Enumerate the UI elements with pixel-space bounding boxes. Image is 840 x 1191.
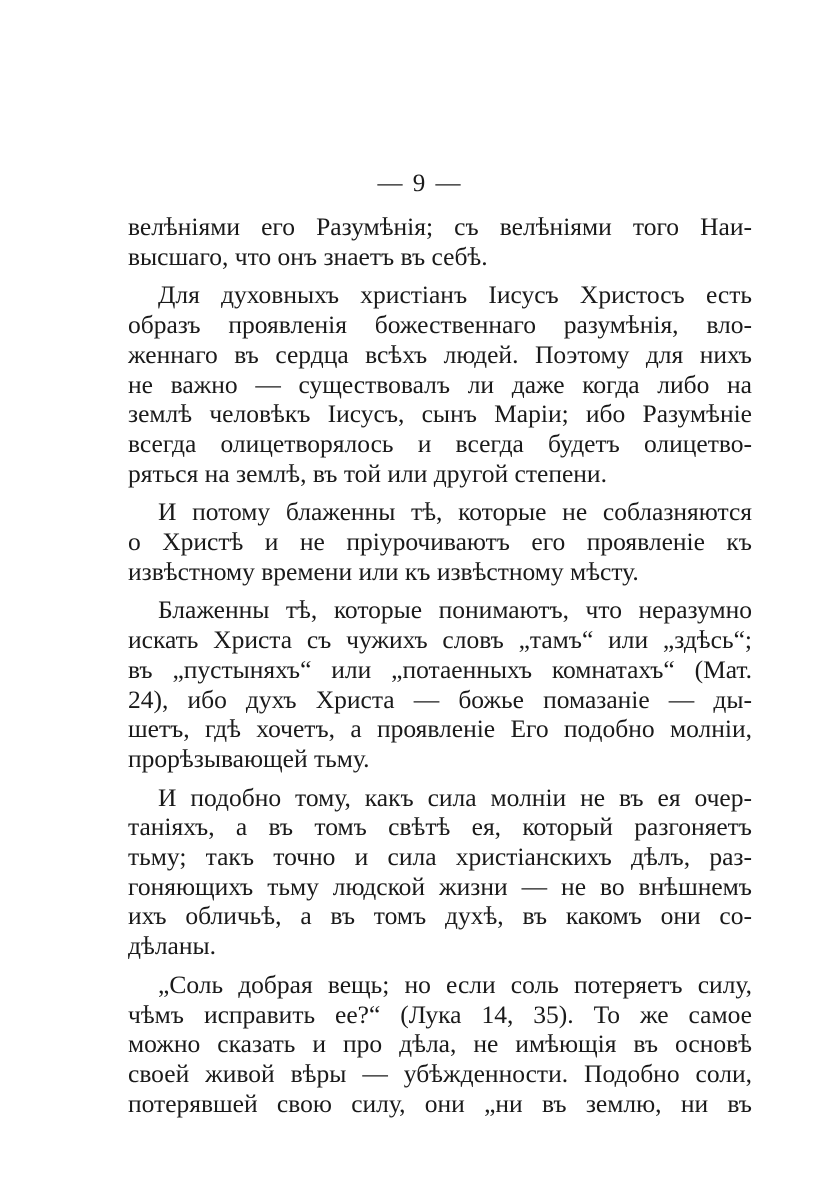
text-line: искать Христа съ чужихъ словъ „тамъ“ или „здѣсь“; <box>128 625 752 655</box>
text-line: велѣніями его Разумѣнія; съ велѣніями того Наи- <box>128 212 752 241</box>
text-line: Для духовныхъ христіанъ Іисусъ Христосъ есть <box>158 280 752 310</box>
text-line: въ „пустыняхъ“ или „потаенныхъ комнатахъ“ (Мат. <box>128 654 752 684</box>
text-line: гоняющихъ тьму людской жизни — не во внѣшнемъ <box>128 871 752 901</box>
text-line: шетъ, гдѣ хочетъ, а проявленіе Его подобно молніи, <box>128 714 752 744</box>
text-line: чѣмъ исправить ее?“ (Лука 14, 35). То же самое <box>128 999 752 1029</box>
text-line: не важно — существовалъ ли даже когда либо на <box>128 369 752 399</box>
text-line: И подобно тому, какъ сила молніи не въ ея очер- <box>158 782 752 812</box>
paragraph <box>128 280 752 488</box>
text-line: И потому блаженны тѣ, которые не соблазняются <box>158 497 752 527</box>
text-line: „Соль добрая вещь; но если соль потеряетъ силу, <box>158 969 752 999</box>
text-line: дѣланы. <box>128 931 217 961</box>
text-line: таніяхъ, а въ томъ свѣтѣ ея, который разгоняетъ <box>128 812 752 842</box>
paragraph <box>128 970 752 1119</box>
text-line: всегда олицетворялось и всегда будетъ олицетво- <box>128 428 752 458</box>
text-line: тьму; такъ точно и сила христіанскихъ дѣлъ, раз- <box>128 842 752 872</box>
text-line: женнаго въ сердца всѣхъ людей. Поэтому для нихъ <box>128 339 752 369</box>
text-line: о Христѣ и не пріурочиваютъ его проявленіе къ <box>128 527 752 557</box>
text-line: высшаго, что онъ знаетъ въ себѣ. <box>128 241 488 271</box>
paragraph <box>128 783 752 961</box>
text-line: Блаженны тѣ, которые понимаютъ, что неразумно <box>158 595 752 625</box>
text-line: 24), ибо духъ Христа — божье помазаніе — ды- <box>128 684 752 714</box>
paragraph <box>128 497 752 586</box>
text-line: извѣстному времени или къ извѣстному мѣсту. <box>128 556 639 586</box>
text-line: ихъ обличьѣ, а въ томъ духѣ, въ какомъ они со- <box>128 901 752 931</box>
text-line: можно сказать и про дѣла, не имѣющія въ основѣ <box>128 1029 752 1059</box>
text-line: образъ проявленія божественнаго разумѣнія, вло- <box>128 310 752 340</box>
text-line: землѣ человѣкъ Іисусъ, сынъ Маріи; ибо Разумѣніе <box>128 399 752 429</box>
paragraph <box>128 595 752 773</box>
page-number: — 9 — <box>377 170 463 197</box>
text-line: своей живой вѣры — убѣжденности. Подобно соли, <box>128 1058 752 1088</box>
body-text <box>128 212 752 1127</box>
text-line: потерявшей свою силу, они „ни въ землю, ни въ <box>128 1088 752 1118</box>
paragraph <box>128 212 752 271</box>
text-line: ряться на землѣ, въ той или другой степени. <box>128 458 607 488</box>
text-line: прорѣзывающей тьму. <box>128 743 370 773</box>
